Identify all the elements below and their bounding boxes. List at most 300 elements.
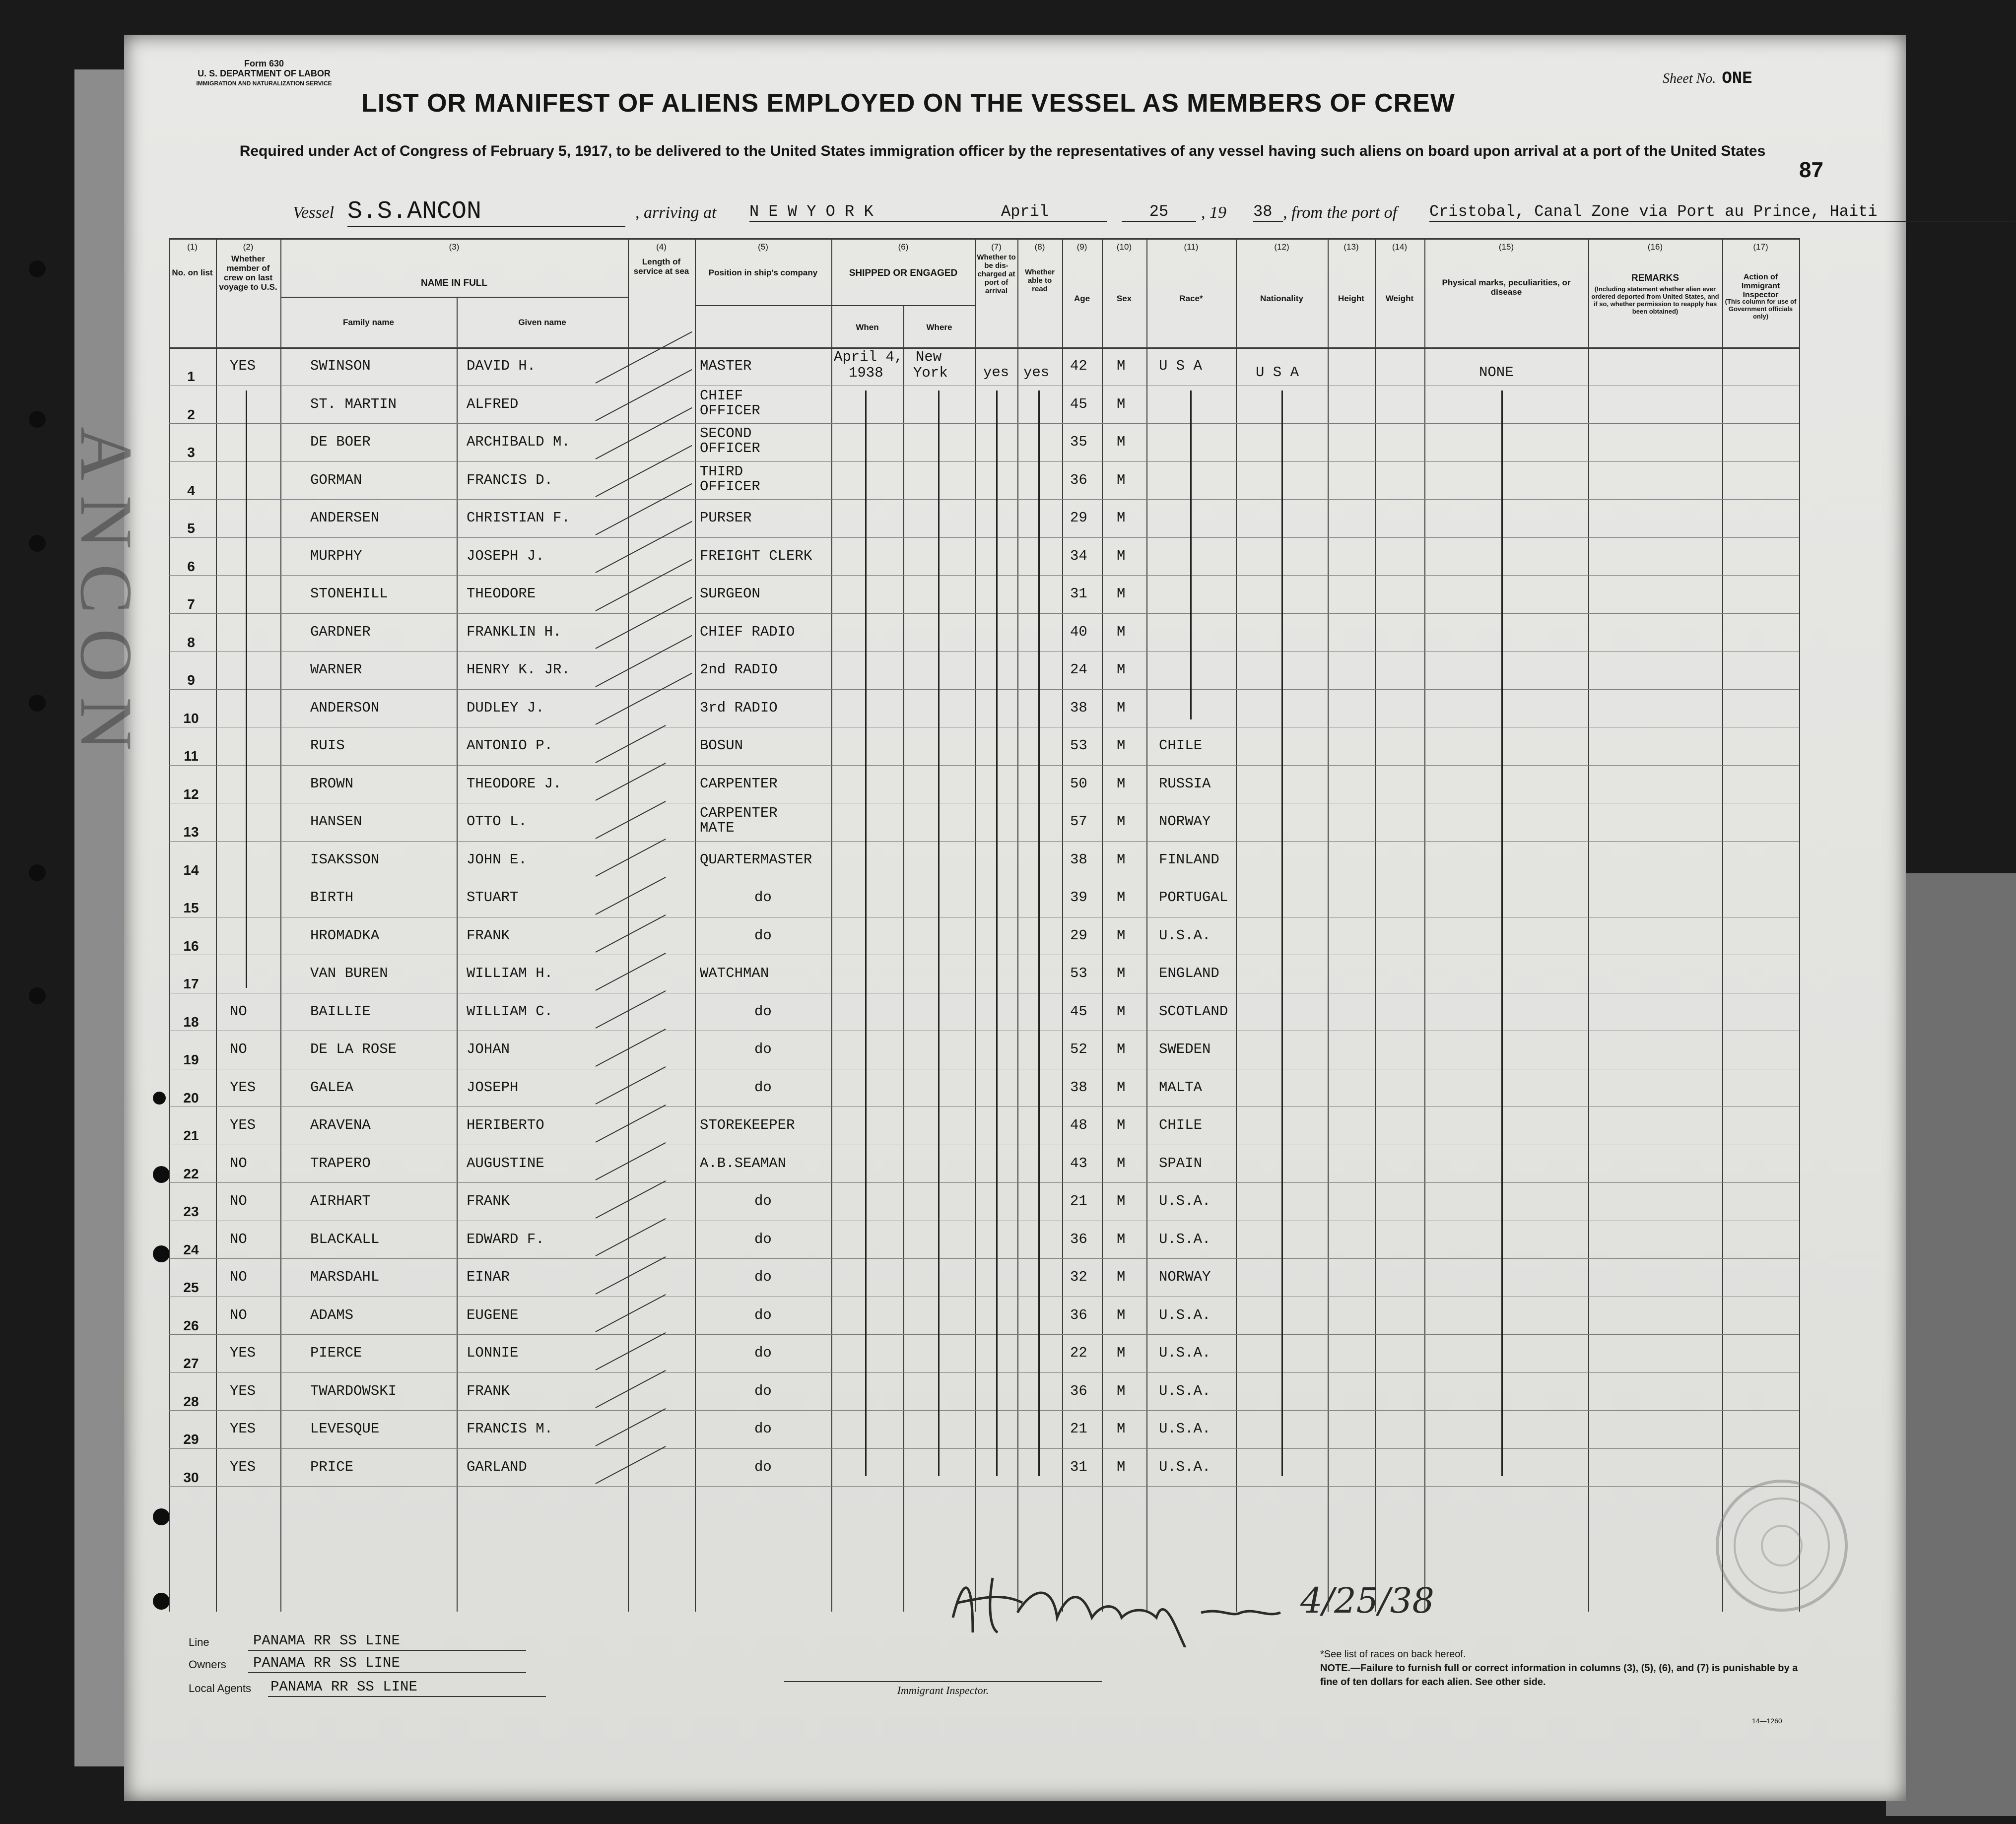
sex-cell: M (1117, 1117, 1126, 1134)
header-prev-voyage: Whether member of crew on last voyage to U.S. (219, 254, 277, 292)
sex-cell: M (1117, 889, 1126, 906)
age-cell: 38 (1070, 1079, 1087, 1096)
grid-vline (628, 238, 629, 1612)
race-cell: NORWAY (1159, 813, 1211, 830)
sex-cell: M (1117, 586, 1126, 602)
sex-cell: M (1117, 1421, 1126, 1437)
position-cell: 3rd RADIO (700, 699, 778, 716)
from-port: Cristobal, Canal Zone via Port au Prince, Haiti (1429, 202, 2015, 222)
grid-vline (1722, 238, 1723, 1612)
family-name-cell: BIRTH (310, 889, 354, 906)
arrival-port: N E W Y O R K (749, 202, 1077, 222)
header-age: Age (1074, 294, 1090, 303)
column-number: (5) (758, 242, 768, 252)
grid-vline (975, 238, 976, 1612)
service-slash-mark (596, 990, 666, 1029)
grid-vline (695, 238, 696, 1612)
ditto-line-prev (246, 391, 247, 988)
row-number: 4 (187, 482, 195, 498)
given-name-cell: EINAR (467, 1269, 510, 1286)
prev-voyage-cell: NO (230, 1306, 247, 1323)
sex-cell: M (1117, 965, 1126, 982)
row-number: 22 (183, 1166, 199, 1181)
prev-voyage-cell: YES (230, 1079, 256, 1096)
given-name-cell: CHRISTIAN F. (467, 510, 570, 526)
header-physical-marks: Physical marks, peculiarities, or disease (1442, 278, 1571, 297)
grid-vline (1375, 238, 1376, 1612)
grid-hline (169, 1334, 1799, 1335)
age-cell: 36 (1070, 471, 1087, 488)
service-slash-mark (596, 953, 666, 991)
prev-voyage-cell: YES (230, 1458, 256, 1475)
nationality-cell: U S A (1256, 364, 1299, 381)
ditto-line-when (865, 391, 867, 1477)
sex-cell: M (1117, 813, 1126, 830)
grid-vline (1017, 238, 1018, 1612)
age-cell: 36 (1070, 1382, 1087, 1399)
given-name-cell: DUDLEY J. (467, 699, 544, 716)
position-cell: do (754, 1231, 772, 1247)
position-cell: CHIEF RADIO (700, 623, 795, 640)
row-number: 3 (187, 445, 195, 460)
family-name-cell: AIRHART (310, 1193, 371, 1210)
row-number: 11 (184, 748, 199, 764)
family-name-cell: GALEA (310, 1079, 354, 1096)
given-name-cell: LONNIE (467, 1345, 519, 1362)
race-cell: U.S.A. (1159, 1345, 1211, 1362)
header-able-to-read: Whether able to read (1025, 268, 1055, 293)
age-cell: 29 (1070, 510, 1087, 526)
sex-cell: M (1117, 927, 1126, 944)
column-number: (3) (449, 242, 460, 252)
position-cell: MASTER (700, 358, 752, 375)
line-underline (248, 1650, 526, 1651)
age-cell: 43 (1070, 1155, 1087, 1172)
service-slash-mark (596, 483, 692, 535)
position-cell-line2: OFFICER (700, 440, 760, 456)
position-cell: BOSUN (700, 737, 743, 754)
owners-underline (248, 1672, 526, 1673)
family-name-cell: GORMAN (310, 471, 362, 488)
prev-voyage-cell: YES (230, 1421, 256, 1437)
family-name-cell: STONEHILL (310, 586, 388, 602)
grid-vline (1236, 238, 1237, 1612)
header-height: Height (1338, 294, 1364, 303)
column-number: (4) (656, 242, 667, 252)
family-name-cell: VAN BUREN (310, 965, 388, 982)
age-cell: 31 (1070, 1458, 1087, 1475)
grid-vline (169, 238, 170, 1612)
race-cell: U.S.A. (1159, 1421, 1211, 1437)
page-title: LIST OR MANIFEST OF ALIENS EMPLOYED ON THE VESSEL AS MEMBERS OF CREW (361, 89, 1455, 118)
shipped-when-year: 1938 (849, 365, 883, 381)
race-cell: SWEDEN (1159, 1041, 1211, 1058)
punch-hole (29, 864, 46, 881)
line-value: PANAMA RR SS LINE (253, 1632, 400, 1649)
given-name-cell: EDWARD F. (467, 1231, 544, 1247)
row-number: 25 (183, 1280, 199, 1296)
header-no-on-list: No. on list (172, 268, 213, 277)
sheet-label: Sheet No. (1663, 71, 1716, 86)
punch-hole (153, 1166, 170, 1183)
grid-vline (1424, 238, 1425, 1612)
form-note (185, 59, 343, 88)
position-cell: CHIEF (700, 387, 743, 404)
service-slash-mark (596, 673, 692, 725)
family-name-cell: TWARDOWSKI (310, 1382, 397, 1399)
grid-vline (1062, 238, 1063, 1612)
vessel-label: Vessel (293, 203, 335, 222)
given-name-cell: GARLAND (467, 1458, 527, 1475)
prev-voyage-cell: NO (230, 1155, 247, 1172)
grid-hline (169, 499, 1799, 500)
header-action: Action of Immigrant Inspector (1741, 273, 1780, 299)
column-number: (2) (243, 242, 254, 252)
service-slash-mark (596, 801, 666, 839)
service-slash-mark (596, 1294, 666, 1332)
form-dept: U. S. DEPARTMENT OF LABOR (198, 68, 331, 78)
position-cell: SECOND (700, 425, 752, 442)
family-name-cell: ADAMS (310, 1306, 354, 1323)
punch-hole (153, 1245, 170, 1262)
grid-vline (1146, 238, 1147, 1612)
service-slash-mark (596, 1218, 666, 1256)
grid-hline (169, 575, 1799, 576)
family-name-cell: BAILLIE (310, 1003, 371, 1020)
family-name-cell: ANDERSON (310, 699, 380, 716)
race-cell: RUSSIA (1159, 775, 1211, 792)
margin-handwriting: ANCON (65, 427, 147, 766)
given-name-cell: OTTO L. (467, 813, 527, 830)
row-number: 16 (183, 938, 199, 954)
race-cell: NORWAY (1159, 1269, 1211, 1286)
race-cell: U.S.A. (1159, 1306, 1211, 1323)
position-cell: do (754, 1421, 772, 1437)
given-name-cell: FRANK (467, 1382, 510, 1399)
service-slash-mark (596, 521, 692, 573)
grid-vline (1799, 238, 1800, 1612)
punch-hole (29, 411, 46, 428)
page-subtitle: Required under Act of Congress of February 5, 1917, to be delivered to the United States immigration officer by the representatives of any vessel having such aliens on board upon arrival at a port of the United States (239, 143, 1766, 159)
position-cell: do (754, 1306, 772, 1323)
grid-hline (169, 347, 1799, 349)
row-number: 30 (183, 1469, 199, 1485)
inspector-signature (943, 1558, 1464, 1647)
service-slash-mark (596, 1256, 666, 1295)
sex-cell: M (1117, 851, 1126, 868)
sex-cell: M (1117, 547, 1126, 564)
age-cell: 48 (1070, 1117, 1087, 1134)
row-number: 24 (183, 1241, 199, 1257)
service-slash-mark (596, 559, 692, 611)
family-name-cell: PRICE (310, 1458, 354, 1475)
sheet-value: ONE (1722, 69, 1752, 88)
ditto-line-read (1038, 391, 1040, 1477)
ditto-line-race (1190, 391, 1192, 720)
grid-vline (1588, 238, 1589, 1612)
position-cell: A.B.SEAMAN (700, 1155, 787, 1172)
row-number: 19 (183, 1052, 199, 1068)
race-cell: U.S.A. (1159, 927, 1211, 944)
arrival-day: 25 (1122, 202, 1196, 222)
family-name-cell: MURPHY (310, 547, 362, 564)
header-name-in-full: NAME IN FULL (420, 278, 488, 288)
age-cell: 38 (1070, 699, 1087, 716)
row-number: 13 (183, 824, 199, 840)
given-name-cell: WILLIAM H. (467, 965, 553, 982)
given-name-cell: WILLIAM C. (467, 1003, 553, 1020)
age-cell: 29 (1070, 927, 1087, 944)
age-cell: 34 (1070, 547, 1087, 564)
prev-voyage-cell: YES (230, 358, 256, 375)
service-slash-mark (596, 407, 692, 459)
grid-hline (169, 1448, 1799, 1449)
row-number: 21 (183, 1128, 199, 1144)
shipped-where-line2: York (913, 365, 948, 381)
family-name-cell: ANDERSEN (310, 510, 380, 526)
column-number: (15) (1498, 242, 1514, 252)
row-number: 29 (183, 1432, 199, 1447)
physical-marks-cell: NONE (1479, 364, 1514, 381)
shipped-when: April 4, (834, 349, 903, 365)
prev-voyage-cell: NO (230, 1231, 247, 1247)
grid-vline (1102, 238, 1103, 1612)
family-name-cell: PIERCE (310, 1345, 362, 1362)
service-slash-mark (596, 1370, 666, 1408)
sex-cell: M (1117, 434, 1126, 451)
arriving-label: , arriving at (635, 203, 717, 222)
prev-voyage-cell: YES (230, 1382, 256, 1399)
prev-voyage-cell: NO (230, 1041, 247, 1058)
service-slash-mark (596, 331, 692, 383)
given-name-cell: FRANCIS D. (467, 471, 553, 488)
position-cell: PURSER (700, 510, 752, 526)
sex-cell: M (1117, 395, 1126, 412)
arrival-month: April (943, 202, 1107, 222)
family-name-cell: ISAKSSON (310, 851, 380, 868)
prev-voyage-cell: YES (230, 1117, 256, 1134)
row-number: 12 (183, 786, 199, 802)
name-split-line (457, 297, 458, 1612)
grid-hline (169, 238, 1799, 240)
grid-hline (169, 1486, 1799, 1487)
column-number: (8) (1034, 242, 1045, 252)
age-cell: 53 (1070, 737, 1087, 754)
family-name-cell: BLACKALL (310, 1231, 380, 1247)
sex-cell: M (1117, 1306, 1126, 1323)
grid-vline (1328, 238, 1329, 1612)
family-name-cell: RUIS (310, 737, 345, 754)
row-number: 26 (183, 1317, 199, 1333)
shipped-split-line (903, 305, 904, 1612)
age-cell: 52 (1070, 1041, 1087, 1058)
given-name-cell: THEODORE (467, 586, 536, 602)
position-cell: QUARTERMASTER (700, 851, 812, 868)
given-name-cell: DAVID H. (467, 358, 536, 375)
column-number: (1) (187, 242, 198, 252)
column-number: (7) (991, 242, 1002, 252)
position-cell: THIRD (700, 463, 743, 480)
age-cell: 45 (1070, 395, 1087, 412)
age-cell: 57 (1070, 813, 1087, 830)
header-where: Where (926, 323, 952, 332)
position-cell: FREIGHT CLERK (700, 547, 812, 564)
header-action-note: (This column for use of Government officials only) (1725, 298, 1797, 320)
row-number: 17 (183, 976, 199, 992)
row-number: 20 (183, 1090, 199, 1106)
line-label: Line (189, 1636, 209, 1648)
column-number: (10) (1116, 242, 1132, 252)
sex-cell: M (1117, 1193, 1126, 1210)
grid-hline (169, 1182, 1799, 1183)
column-number: (17) (1753, 242, 1768, 252)
ditto-line-discharged (996, 391, 998, 1477)
service-slash-mark (596, 839, 666, 877)
service-slash-mark (596, 1332, 666, 1370)
grid-vline (831, 238, 832, 1612)
sex-cell: M (1117, 1269, 1126, 1286)
form-service: IMMIGRATION AND NATURALIZATION SERVICE (196, 80, 332, 87)
official-seal (1707, 1474, 1856, 1618)
race-cell: CHILE (1159, 737, 1203, 754)
service-slash-mark (596, 914, 666, 953)
sex-cell: M (1117, 775, 1126, 792)
service-slash-mark (596, 1180, 666, 1219)
column-number: (11) (1184, 242, 1199, 252)
punch-hole (153, 1593, 170, 1610)
sex-cell: M (1117, 1041, 1126, 1058)
position-cell: do (754, 1382, 772, 1399)
row-number: 23 (183, 1204, 199, 1220)
column-number: (9) (1076, 242, 1087, 252)
punch-hole (29, 261, 46, 277)
sex-cell: M (1117, 1345, 1126, 1362)
from-label: , from the port of (1283, 203, 1398, 222)
position-cell: STOREKEEPER (700, 1117, 795, 1134)
given-name-cell: THEODORE J. (467, 775, 562, 792)
punch-hole (29, 695, 46, 712)
header-race: Race* (1179, 294, 1203, 303)
service-slash-mark (596, 877, 666, 915)
age-cell: 40 (1070, 623, 1087, 640)
given-name-cell: STUART (467, 889, 519, 906)
family-name-cell: GARDNER (310, 623, 371, 640)
family-name-cell: DE LA ROSE (310, 1041, 397, 1058)
grid-hline (169, 1258, 1799, 1259)
age-cell: 36 (1070, 1231, 1087, 1247)
header-nationality: Nationality (1260, 294, 1303, 303)
position-cell-line2: OFFICER (700, 478, 760, 495)
footnote-penalty: NOTE.—Failure to furnish full or correct information in columns (3), (5), (6), and (7) is punishable by a fine of ten dollars for each alien. See other side. (1320, 1663, 1798, 1688)
given-name-cell: JOHAN (467, 1041, 510, 1058)
footnote-races: *See list of races on back hereof. (1320, 1649, 1466, 1660)
sex-cell: M (1117, 1382, 1126, 1399)
service-slash-mark (596, 597, 692, 649)
row-number: 10 (183, 710, 199, 726)
given-name-cell: JOHN E. (467, 851, 527, 868)
header-family-name: Family name (343, 318, 394, 327)
race-cell: U.S.A. (1159, 1193, 1211, 1210)
grid-hline (169, 537, 1799, 538)
header-weight: Weight (1385, 294, 1414, 303)
position-cell: 2nd RADIO (700, 661, 778, 678)
age-cell: 24 (1070, 661, 1087, 678)
sex-cell: M (1117, 661, 1126, 678)
age-cell: 21 (1070, 1421, 1087, 1437)
sex-cell: M (1117, 1231, 1126, 1247)
header-remarks: REMARKS (1631, 273, 1680, 283)
race-cell: MALTA (1159, 1079, 1203, 1096)
age-cell: 38 (1070, 851, 1087, 868)
owners-label: Owners (189, 1658, 226, 1671)
age-cell: 50 (1070, 775, 1087, 792)
sex-cell: M (1117, 471, 1126, 488)
race-cell: PORTUGAL (1159, 889, 1228, 906)
page-number: 87 (1799, 158, 1823, 182)
owners-value: PANAMA RR SS LINE (253, 1655, 400, 1671)
header-given-name: Given name (518, 318, 566, 327)
sheet-number (1663, 69, 1752, 88)
race-cell: U.S.A. (1159, 1231, 1211, 1247)
agents-underline (268, 1696, 546, 1697)
crew-table (169, 238, 1799, 1612)
race-cell: FINLAND (1159, 851, 1219, 868)
position-cell: WATCHMAN (700, 965, 769, 982)
service-slash-mark (596, 1408, 666, 1446)
header-position: Position in ship's company (708, 268, 818, 277)
grid-hline (169, 1410, 1799, 1411)
grid-hline (169, 461, 1799, 462)
age-cell: 35 (1070, 434, 1087, 451)
row-number: 6 (187, 558, 195, 574)
family-name-cell: DE BOER (310, 434, 371, 451)
prev-voyage-cell: NO (230, 1003, 247, 1020)
service-slash-mark (596, 1105, 666, 1143)
race-cell: SPAIN (1159, 1155, 1203, 1172)
service-slash-mark (596, 763, 666, 801)
family-name-cell: WARNER (310, 661, 362, 678)
row-number: 14 (183, 862, 199, 878)
position-cell: do (754, 1003, 772, 1020)
family-name-cell: BROWN (310, 775, 354, 792)
race-cell: U S A (1159, 358, 1203, 375)
column-number: (13) (1344, 242, 1359, 252)
age-cell: 21 (1070, 1193, 1087, 1210)
vessel-name: S.S.ANCON (347, 197, 625, 227)
given-name-cell: FRANK (467, 927, 510, 944)
ditto-line-nationality (1281, 391, 1283, 1477)
header-length-of-service: Length of service at sea (633, 257, 689, 276)
punch-hole (29, 987, 46, 1004)
sex-cell: M (1117, 510, 1126, 526)
footnote (1320, 1647, 1816, 1689)
service-slash-mark (596, 725, 666, 763)
prev-voyage-cell: YES (230, 1345, 256, 1362)
header-shipped: SHIPPED OR ENGAGED (849, 268, 958, 278)
position-cell: CARPENTER (700, 805, 778, 821)
sex-cell: M (1117, 737, 1126, 754)
race-cell: U.S.A. (1159, 1458, 1211, 1475)
position-cell: SURGEON (700, 586, 760, 602)
grid-hline (169, 423, 1799, 424)
form-number: Form 630 (244, 59, 284, 68)
sex-cell: M (1117, 1003, 1126, 1020)
given-name-cell: JOSEPH J. (467, 547, 544, 564)
grid-hline (169, 765, 1799, 766)
grid-vline (280, 238, 281, 1612)
prev-voyage-cell: NO (230, 1193, 247, 1210)
family-name-cell: ARAVENA (310, 1117, 371, 1134)
